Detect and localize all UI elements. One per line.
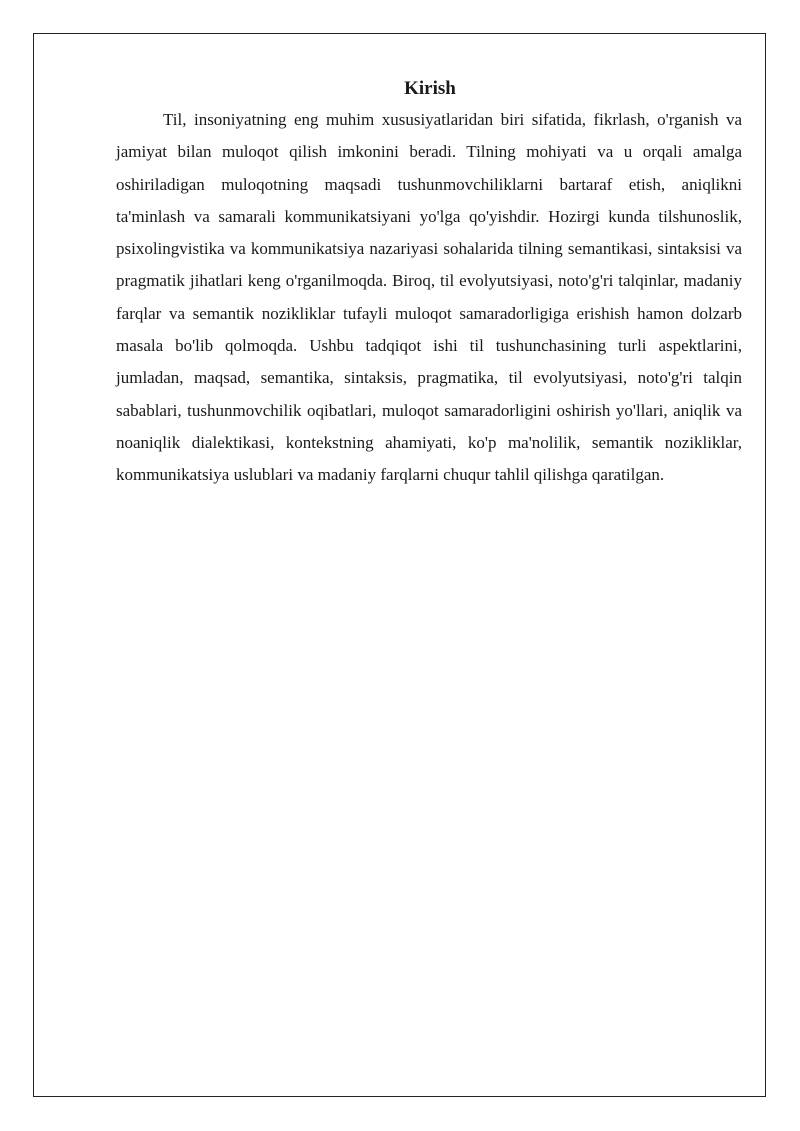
document-title: Kirish [404,78,456,99]
document-body [116,76,742,492]
page-border [33,33,766,1097]
intro-paragraph: Til, insoniyatning eng muhim xususiyatlaridan biri sifatida, fikrlash, o'rganish va jamiyat bilan muloqot qilish imkonini beradi. Tilning mohiyati va u orqali amalga oshiriladigan muloqotning maqsadi tushunmovchiliklarni bartaraf etish, aniqlikni ta'minlash va samarali kommunikatsiyani yo'lga qo'yishdir. Hozirgi kunda tilshunoslik, psixolingvistika va kommunikatsiya nazariyasi sohalarida tilning semantikasi, sintaksisi va pragmatik jihatlari keng o'rganilmoqda. Biroq, til evolyutsiyasi, noto'g'ri talqinlar, madaniy farqlar va semantik nozikliklar tufayli muloqot samaradorligiga erishish hamon dolzarb masala bo'lib qolmoqda. Ushbu tadqiqot ishi til tushunchasining turli aspektlarini, jumladan, maqsad, semantika, sintaksis, pragmatika, til evolyutsiyasi, noto'g'ri talqin sabablari, tushunmovchilik oqibatlari, muloqot samaradorligini oshirish yo'llari, aniqlik va noaniqlik dialektikasi, kontekstning ahamiyati, ko'p ma'nolilik, semantik nozikliklar, kommunikatsiya uslublari va madaniy farqlarni chuqur tahlil qilishga qaratilgan. [116,110,742,485]
